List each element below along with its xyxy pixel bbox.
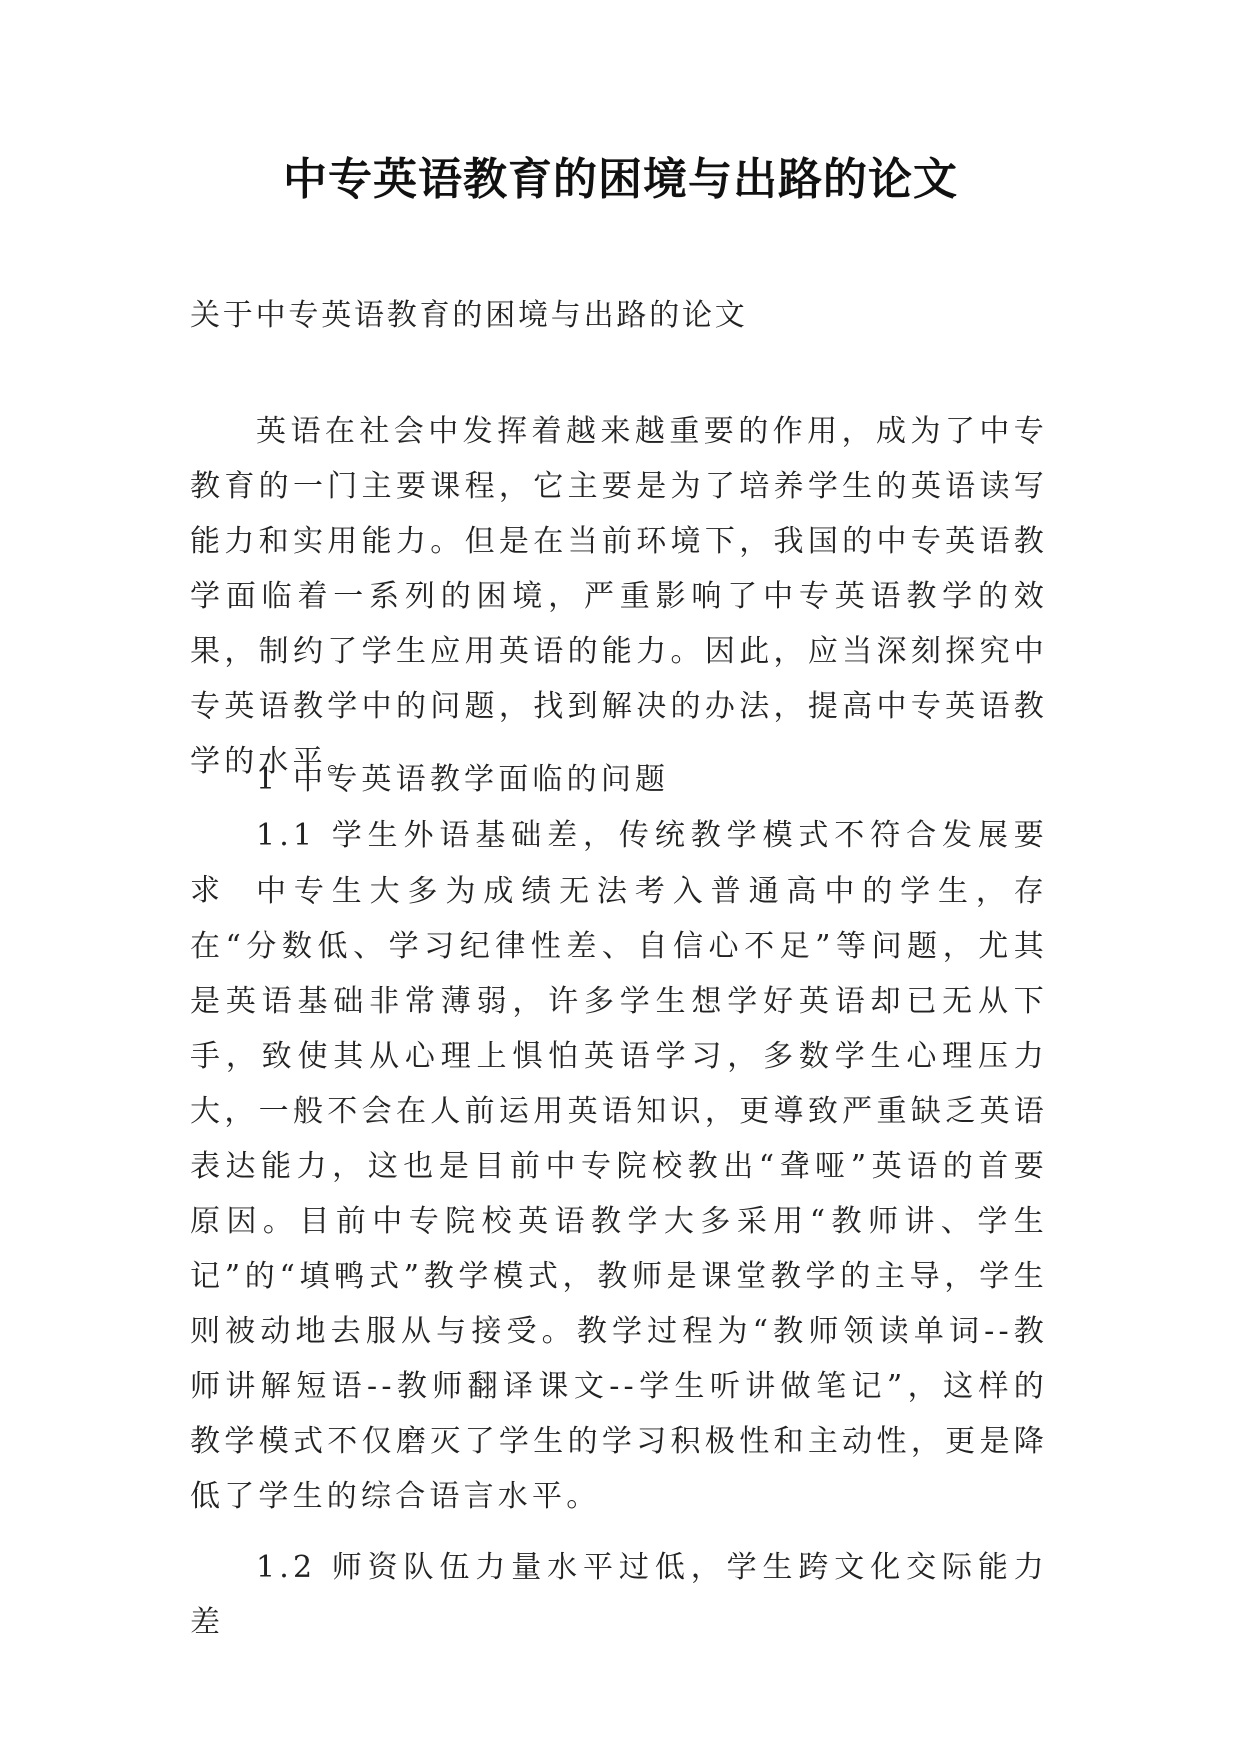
section-heading-1: 1 中专英语教学面临的问题	[256, 762, 670, 797]
section-heading-1-1: 1.1 学生外语基础差，传统教学模式不符合发展要求	[190, 818, 1048, 908]
document-title: 中专英语教育的困境与出路的论文	[283, 154, 958, 205]
body-paragraph-1-1: 中专生大多为成绩无法考入普通高中的学生，存在“分数低、学习纪律性差、自信心不足”等问题，尤其是英语基础非常薄弱，许多学生想学好英语却已无从下手，致使其从心理上惧怕英语学习，多数学生心理压力大，一般不会在人前运用英语知识，更導致严重缺乏英语表达能力，这也是目前中专院校教出“聋哑”英语的首要原因。目前中专院校英语教学大多采用“教师讲、学生记”的“填鸭式”教学模式，教师是课堂教学的主导，学生则被动地去服从与接受。教学过程为“教师领读单词--教师讲解短语--教师翻译课文--学生听讲做笔记”，这样的教学模式不仅磨灭了学生的学习积极性和主动性，更是降低了学生的综合语言水平。	[190, 874, 1048, 1514]
document-subtitle: 关于中专英语教育的困境与出路的论文	[190, 298, 748, 333]
section-heading-1-2: 1.2 师资队伍力量水平过低，学生跨文化交际能力差	[190, 1550, 1048, 1640]
intro-paragraph: 英语在社会中发挥着越来越重要的作用，成为了中专教育的一门主要课程，它主要是为了培养学生的英语读写能力和实用能力。但是在当前环境下，我国的中专英语教学面临着一系列的困境，严重影响了中专英语教学的效果，制约了学生应用英语的能力。因此，应当深刻探究中专英语教学中的问题，找到解决的办法，提高中专英语教学的水平。	[190, 414, 1048, 779]
